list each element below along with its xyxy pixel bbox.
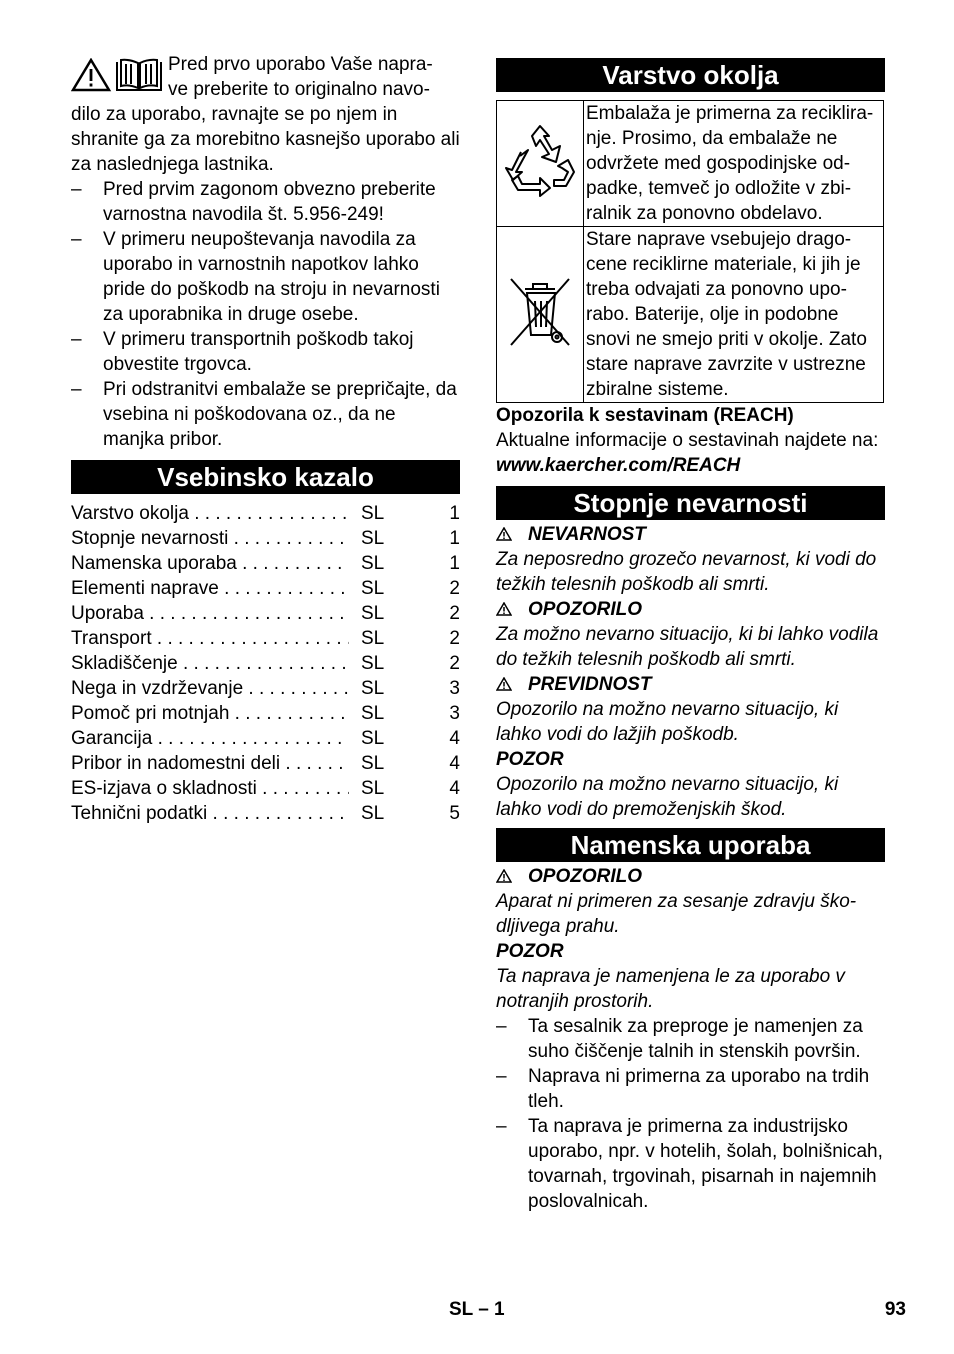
toc-row[interactable] [71,601,460,626]
warning-triangle-icon [496,602,512,616]
warning-triangle-icon [496,527,512,541]
toc-title: Pomoč pri motnjah . . . [71,701,349,726]
intended-use-warning-text: Aparat ni primeren za sesanje zdravju škodljivega prahu. [496,891,857,937]
intended-use-list [496,1014,885,1214]
environment-icon-cell [497,227,584,403]
hazard-label [496,522,885,547]
footer-page-number: 93 [884,1299,906,1320]
intro-list-item: – V primeru neupoštevanja navodila za uporabo in varnostnih napotkov lahko pride do poškodb na stroju in nevarnosti za uporabnika in druge osebe. [71,227,460,327]
toc-lang: SL [361,628,385,649]
toc-row[interactable] [71,701,460,726]
intro-section [71,52,460,452]
intended-use-warning-label-text: OPOZORILO [528,866,642,887]
hazard-text: Za možno nevarno situacijo, ki bi lahko vodila do težkih telesnih poškodb ali smrti. [496,624,879,670]
environment-text: Embalaža je primerna za recikliranje. Prosimo, da embalaže ne odvržete med gospodinjske odpadke, temveč jo odložite v zbiralnik za ponovno obdelavo. [584,101,884,227]
toc-title: Namenska uporaba . . . [71,551,349,576]
right-column [496,58,885,1214]
hazard-text: Opozorilo na možno nevarno situacijo, ki lahko vodi do lažjih poškodb. [496,699,839,745]
toc-page: 2 [449,603,460,624]
toc-title: Elementi naprave . . . [71,576,349,601]
toc-lang: SL [361,553,385,574]
left-column [71,52,460,826]
toc-lang: SL [361,578,385,599]
environment-table [496,100,884,403]
toc-page: 2 [449,628,460,649]
footer-language-page: SL – 1 [449,1299,505,1320]
toc-title: Nega in vzdrževanje . . . [71,676,349,701]
manual-book-icon [117,60,161,90]
intro-text-line1: Pred prvo uporabo Vaše napra- [168,54,433,75]
hazard-label [496,597,885,622]
toc-row[interactable] [71,726,460,751]
hazard-label-text: PREVIDNOST [528,674,652,695]
toc-lang: SL [361,803,385,824]
intended-use-section [496,864,885,1214]
reach-link[interactable]: www.kaercher.com/REACH [496,455,741,476]
intro-list-item: – V primeru transportnih poškodb takoj obvestite trgovca. [71,327,460,377]
crossed-out-bin-icon [507,273,573,349]
toc-page: 3 [449,678,460,699]
toc-page: 4 [449,728,460,749]
toc-row[interactable] [71,676,460,701]
environment-icon-cell [497,101,584,227]
toc-lang: SL [361,603,385,624]
reach-text: Aktualne informacije o sestavinah najdete na: [496,430,879,451]
hazard-label-text: OPOZORILO [528,599,642,620]
intro-text-line2: ve preberite to originalno navo- [168,79,430,100]
warning-triangle-icon [496,677,512,691]
toc-title: Transport . . . [71,626,349,651]
hazard-label-text: NEVARNOST [528,524,646,545]
table-of-contents [71,501,460,826]
toc-lang: SL [361,753,385,774]
toc-lang: SL [361,728,385,749]
toc-title: ES-izjava o skladnosti . . . [71,776,349,801]
toc-row[interactable] [71,526,460,551]
toc-lang: SL [361,678,385,699]
toc-lang: SL [361,778,385,799]
environment-row [497,101,884,227]
toc-row[interactable] [71,801,460,826]
toc-title: Garancija . . . [71,726,349,751]
toc-lang: SL [361,503,385,524]
safety-icons [71,58,163,92]
warning-triangle-icon [496,869,512,883]
toc-page: 2 [449,653,460,674]
toc-page: 3 [449,703,460,724]
toc-row[interactable] [71,776,460,801]
toc-title: Stopnje nevarnosti . . . [71,526,349,551]
toc-lang: SL [361,653,385,674]
hazard-label [496,672,885,697]
toc-page: 1 [449,528,460,549]
toc-title: Uporaba . . . [71,601,349,626]
toc-page: 4 [449,753,460,774]
environment-row [497,227,884,403]
toc-page: 4 [449,778,460,799]
intro-list-item: – Pred prvim zagonom obvezno preberite varnostna navodila št. 5.956-249! [71,177,460,227]
hazard-levels [496,522,885,822]
toc-row[interactable] [71,751,460,776]
intended-use-note-label: POZOR [496,941,564,962]
toc-title: Skladiščenje . . . [71,651,349,676]
hazard-label: POZOR [496,749,564,770]
hazard-text: Opozorilo na možno nevarno situacijo, ki lahko vodi do premoženjskih škod. [496,774,839,820]
toc-page: 2 [449,578,460,599]
toc-page: 1 [449,503,460,524]
warning-triangle-icon [73,60,109,90]
toc-title: Tehnični podatki . . . [71,801,349,826]
toc-row[interactable] [71,576,460,601]
toc-row[interactable] [71,501,460,526]
toc-heading: Vsebinsko kazalo [71,460,460,494]
environment-text: Stare naprave vsebujejo dragocene reciklirne materiale, ki jih je treba odvajati za ponovno uporabo. Baterije, olje in podobne snovi ne smejo priti v okolje. Zato stare naprave zavrzite v ustrezne zbiralne sisteme. [584,227,884,403]
toc-title: Pribor in nadomestni deli . . . [71,751,349,776]
toc-title: Varstvo okolja . . . [71,501,349,526]
reach-title: Opozorila k sestavinam (REACH) [496,405,794,426]
intro-list [71,177,460,452]
intended-use-list-item: – Naprava ni primerna za uporabo na trdih tleh. [496,1064,885,1114]
toc-page: 5 [449,803,460,824]
environment-heading: Varstvo okolja [496,58,885,92]
intended-use-warning-label [496,864,885,889]
intro-text-rest: dilo za uporabo, ravnajte se po njem in shranite ga za morebitno kasnejšo uporabo ali za naslednjega lastnika. [71,104,460,175]
hazard-text: Za neposredno grozečo nevarnost, ki vodi do težkih telesnih poškodb ali smrti. [496,549,877,595]
intended-use-heading: Namenska uporaba [496,828,885,862]
intended-use-list-item: – Ta naprava je primerna za industrijsko uporabo, npr. v hotelih, šolah, bolnišnicah, tovarnah, trgovinah, pisarnah in najemnih poslovalnicah. [496,1114,885,1214]
intended-use-list-item: – Ta sesalnik za preproge je namenjen za suho čiščenje talnih in stenskih površin. [496,1014,885,1064]
intro-list-item: – Pri odstranitvi embalaže se prepričajte, da vsebina ni poškodovana oz., da ne manjka pribor. [71,377,460,452]
intended-use-note-text: Ta naprava je namenjena le za uporabo v notranjih prostorih. [496,966,845,1012]
toc-lang: SL [361,703,385,724]
toc-row[interactable] [71,626,460,651]
recycling-icon [502,122,578,198]
toc-page: 1 [449,553,460,574]
toc-row[interactable] [71,651,460,676]
hazard-heading: Stopnje nevarnosti [496,486,885,520]
toc-lang: SL [361,528,385,549]
toc-row[interactable] [71,551,460,576]
